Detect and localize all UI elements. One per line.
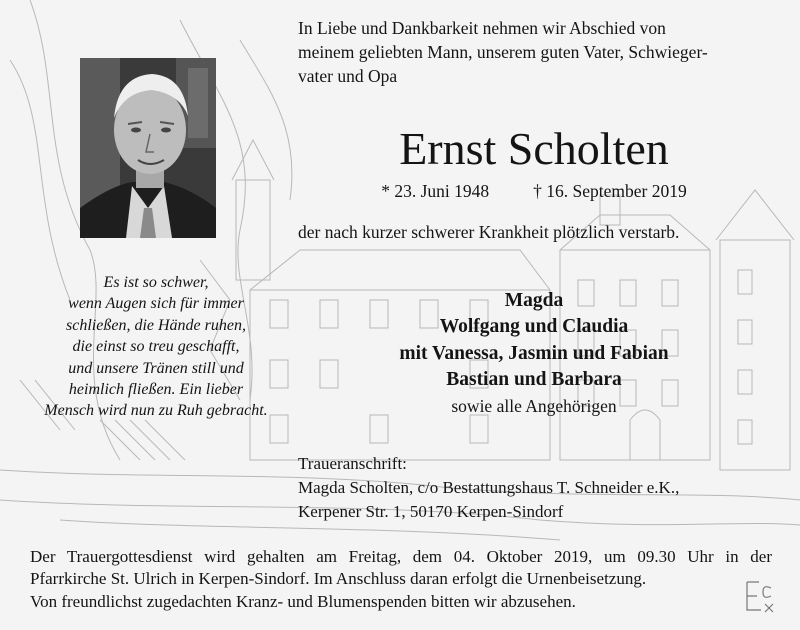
- funeral-service-info: [30, 546, 772, 613]
- address-line: Kerpener Str. 1, 50170 Kerpen-Sindorf: [298, 502, 564, 521]
- service-line: Der Trauergottesdienst wird gehalten am Freitag, dem 04. Oktober 2019, um 09.30 Uhr in der: [30, 547, 772, 566]
- service-line: Von freundlichst zugedachten Kranz- und Blumenspenden bitten wir abzusehen.: [30, 591, 576, 611]
- poem-line: und unsere Tränen still und: [68, 359, 244, 377]
- portrait-photo: [80, 58, 216, 238]
- intro-line: meinem geliebten Mann, unserem guten Vater, Schwieger-: [298, 42, 708, 62]
- poem-line: die einst so treu geschafft,: [72, 338, 240, 356]
- intro-text: [298, 16, 770, 88]
- address-heading: Traueranschrift:: [298, 454, 407, 473]
- mourners-list: [298, 288, 770, 418]
- death-date: † 16. September 2019: [533, 181, 687, 201]
- mourner-name: mit Vanessa, Jasmin und Fabian: [399, 342, 669, 364]
- poem-line: schließen, die Hände ruhen,: [66, 316, 246, 334]
- service-line: Pfarrkirche St. Ulrich in Kerpen-Sindorf. Im Anschluss daran erfolgt die Urnenbeisetzung.: [30, 569, 647, 589]
- life-dates: [298, 179, 770, 203]
- memorial-poem: [24, 272, 288, 422]
- poem-line: Es ist so schwer,: [103, 274, 209, 291]
- mourner-name: Wolfgang und Claudia: [439, 316, 629, 338]
- deceased-name: Ernst Scholten: [399, 123, 669, 174]
- poem-line: heimlich fließen. Ein lieber: [68, 381, 244, 399]
- birth-date: * 23. Juni 1948: [381, 181, 490, 201]
- other-relatives: sowie alle Angehörigen: [451, 395, 617, 416]
- mourner-name: Magda: [504, 290, 564, 311]
- mourner-name: Bastian und Barbara: [446, 369, 622, 391]
- intro-line: In Liebe und Dankbarkeit nehmen wir Abschied von: [298, 18, 666, 38]
- poem-line: wenn Augen sich für immer: [68, 295, 244, 313]
- intro-line: vater und Opa: [298, 66, 398, 86]
- address-line: Magda Scholten, c/o Bestattungshaus T. Schneider e.K.,: [298, 478, 680, 497]
- passing-statement: der nach kurzer schwerer Krankheit plötzlich verstarb.: [298, 222, 680, 242]
- poem-line: Mensch wird nun zu Ruh gebracht.: [44, 402, 268, 420]
- artist-monogram: [743, 576, 777, 616]
- condolence-address: [298, 452, 770, 524]
